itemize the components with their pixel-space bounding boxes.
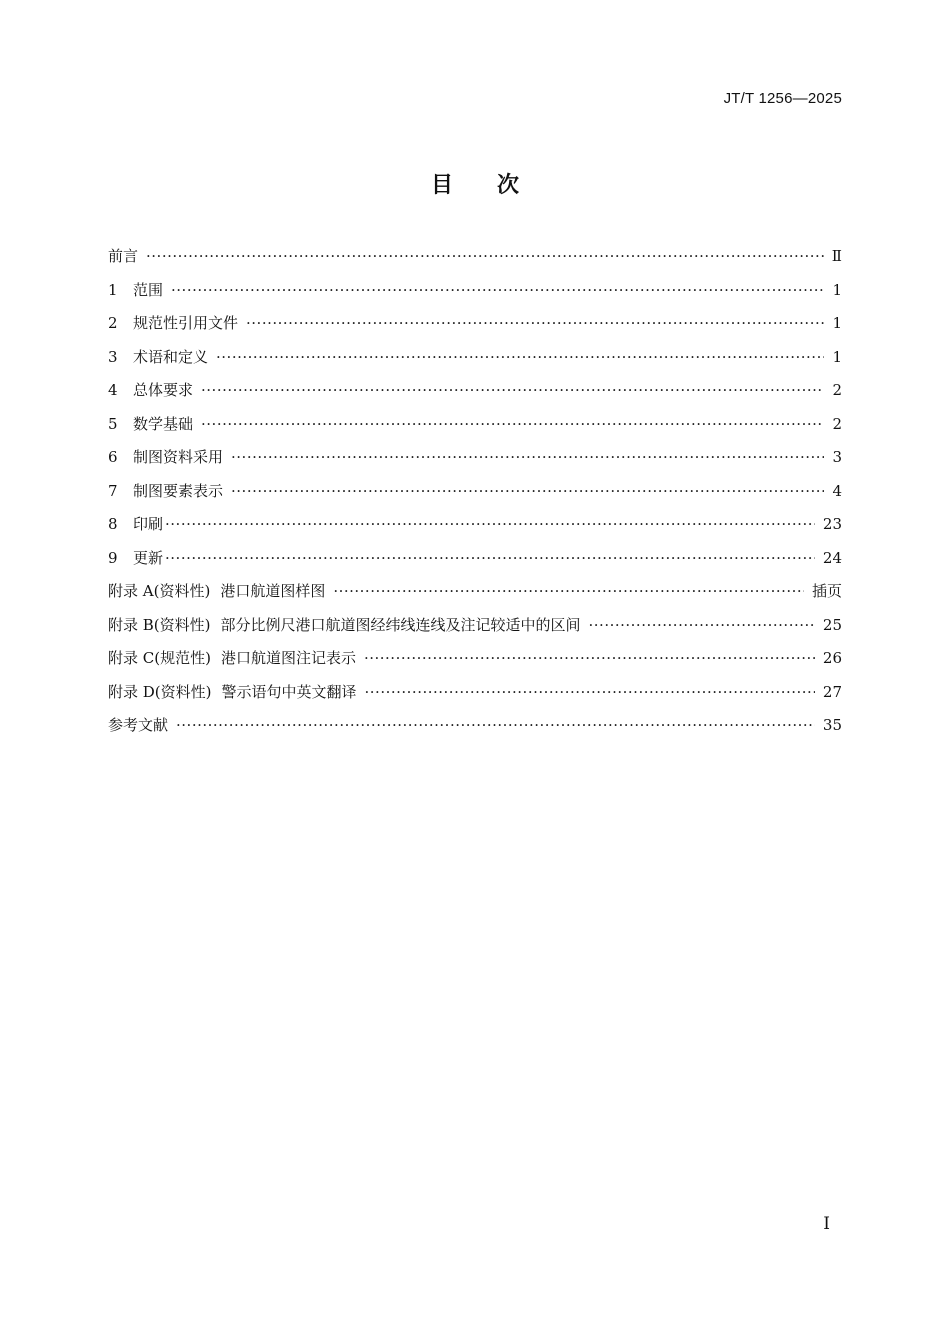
toc-entry-label: 参考文献	[108, 716, 169, 734]
page-folio: I	[823, 1214, 830, 1234]
standard-code: JT/T 1256—2025	[723, 90, 842, 107]
toc-entry-general-requirements[interactable]	[108, 374, 842, 408]
toc-entry-terms-definitions[interactable]	[108, 341, 842, 375]
toc-entry-updating[interactable]	[108, 542, 842, 576]
toc-dot-leader	[231, 441, 824, 475]
toc-entry-annex-d[interactable]	[108, 676, 842, 710]
toc-entry-label: 前言	[108, 247, 139, 265]
toc-entry-label: 制图要素表示	[133, 481, 224, 500]
toc-entry-number: 6	[108, 448, 118, 466]
toc-entry-label: 附录 C(规范性)	[108, 649, 211, 667]
toc-entry-label: 规范性引用文件	[133, 314, 239, 332]
toc-entry-cartographic-materials[interactable]	[108, 441, 842, 475]
toc-dot-leader	[165, 542, 815, 576]
toc-entry-printing[interactable]	[108, 508, 842, 542]
page-title: 目 次	[430, 173, 519, 198]
toc-entry-label: 附录 D(资料性)	[108, 682, 212, 701]
toc-entry-page: 1	[832, 314, 842, 332]
toc-entry-subtitle: 港口航道图注记表示	[220, 649, 356, 667]
toc-dot-leader	[176, 709, 815, 743]
toc-entry-label: 附录 B(资料性)	[108, 615, 211, 634]
toc-dot-leader	[246, 307, 824, 341]
toc-entry-label: 范围	[133, 280, 164, 299]
toc-entry-label: 更新	[133, 548, 164, 567]
toc-entry-subtitle: 港口航道图样图	[220, 582, 326, 600]
toc-entry-number: 8	[108, 515, 118, 533]
toc-entry-subtitle: 部分比例尺港口航道图经纬线连线及注记较适中的区间	[220, 615, 581, 634]
toc-entry-label: 制图资料采用	[133, 448, 224, 466]
toc-entry-number: 1	[108, 280, 118, 299]
toc-dot-leader	[365, 676, 815, 710]
toc-dot-leader	[216, 341, 824, 375]
toc-entry-number: 5	[108, 414, 118, 433]
toc-dot-leader	[201, 408, 824, 442]
toc-entry-page: 插页	[811, 582, 842, 600]
toc-entry-scope[interactable]	[108, 274, 842, 308]
toc-dot-leader	[589, 609, 815, 643]
toc-entry-feature-representation[interactable]	[108, 475, 842, 509]
toc-entry-bibliography[interactable]	[108, 709, 842, 743]
toc-entry-label: 印刷	[133, 515, 164, 533]
toc-entry-mathematical-basis[interactable]	[108, 408, 842, 442]
toc-dot-leader	[364, 642, 815, 676]
toc-entry-annex-a[interactable]	[108, 575, 842, 609]
toc-entry-annex-c[interactable]	[108, 642, 842, 676]
toc-entry-page: 2	[832, 381, 842, 399]
toc-entry-normative-references[interactable]	[108, 307, 842, 341]
toc-entry-page: 25	[822, 615, 842, 634]
toc-entry-page: 26	[822, 649, 842, 667]
toc-entry-label: 术语和定义	[133, 347, 209, 366]
toc-dot-leader	[333, 575, 804, 609]
toc-entry-page: 23	[822, 515, 842, 533]
toc-entry-page: 3	[832, 448, 842, 466]
toc-entry-page: 2	[832, 414, 842, 433]
toc-entry-page: 1	[832, 280, 842, 299]
toc-entry-annex-b[interactable]	[108, 609, 842, 643]
toc-entry-foreword[interactable]	[108, 240, 842, 274]
toc-entry-page: 4	[832, 481, 842, 500]
toc-entry-label: 附录 A(资料性)	[108, 582, 211, 600]
toc-entry-number: 7	[108, 481, 118, 500]
toc-entry-label: 数学基础	[133, 414, 194, 433]
toc-entry-page: 1	[832, 347, 842, 366]
toc-entry-number: 4	[108, 381, 118, 399]
toc-entry-page: 24	[822, 548, 842, 567]
toc-dot-leader	[231, 475, 824, 509]
toc-entry-number: 9	[108, 548, 118, 567]
table-of-contents	[108, 240, 842, 743]
toc-entry-page: 27	[822, 682, 842, 701]
toc-entry-subtitle: 警示语句中英文翻译	[221, 682, 357, 701]
toc-dot-leader	[165, 508, 815, 542]
toc-entry-page: 35	[822, 716, 842, 734]
toc-dot-leader	[171, 274, 824, 308]
toc-dot-leader	[146, 240, 824, 274]
toc-dot-leader	[201, 374, 824, 408]
toc-entry-number: 3	[108, 347, 118, 366]
toc-entry-label: 总体要求	[133, 381, 194, 399]
toc-entry-number: 2	[108, 314, 118, 332]
toc-entry-page: Ⅱ	[831, 247, 842, 265]
